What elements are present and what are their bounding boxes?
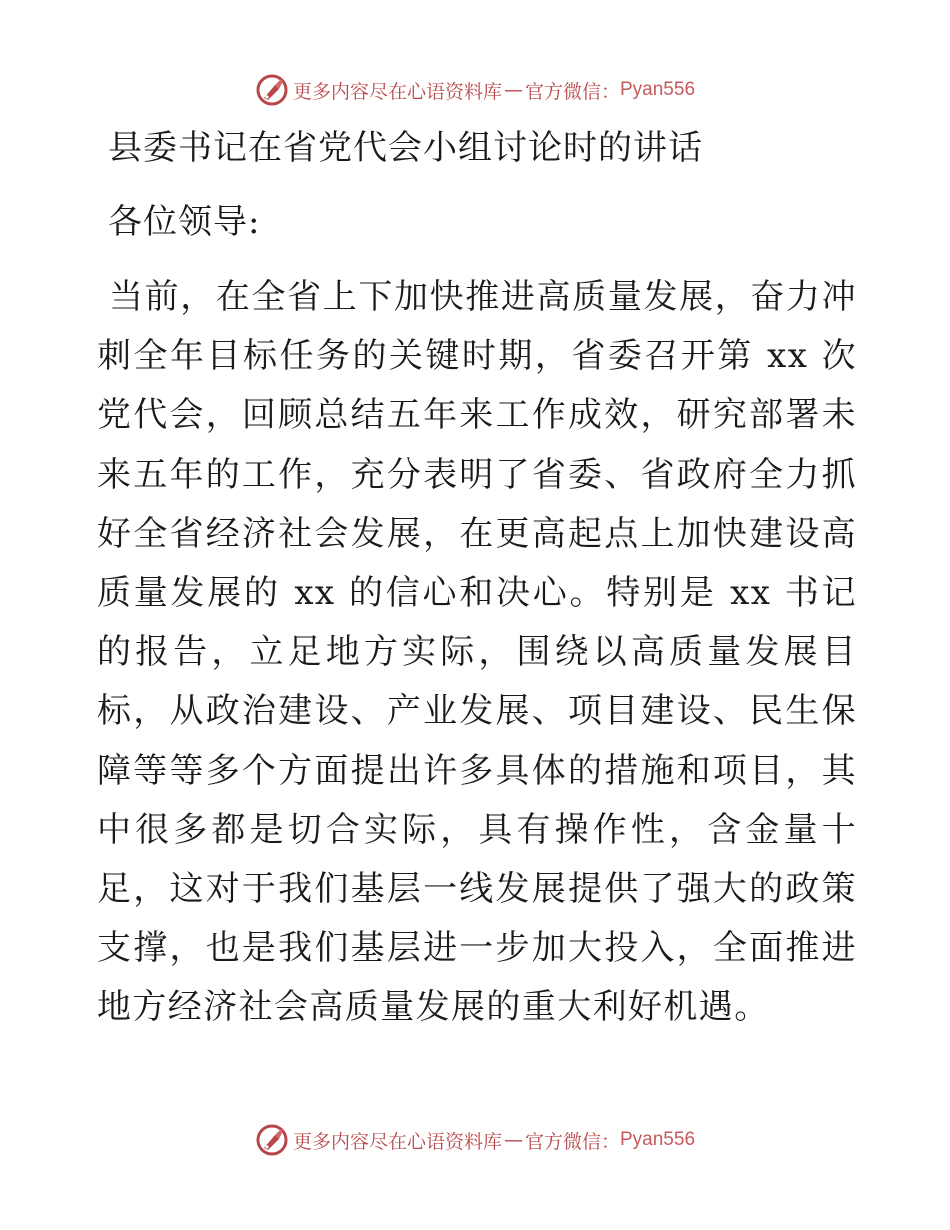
watermark-separator: —	[503, 1129, 523, 1151]
footer-watermark	[0, 1120, 950, 1160]
watermark-main-text: 更多内容尽在心语资料库	[292, 80, 502, 103]
watermark-wechat-label: 官方微信：	[524, 1130, 620, 1153]
header-watermark	[0, 70, 950, 110]
fountain-pen-logo-icon	[255, 73, 289, 107]
document-title: 县委书记在省党代会小组讨论时的讲话	[108, 128, 703, 168]
document-salutation: 各位领导:	[108, 202, 261, 242]
watermark-wechat-label: 官方微信：	[524, 80, 620, 103]
watermark-main-text: 更多内容尽在心语资料库	[292, 1130, 502, 1153]
document-paragraph: 当前，在全省上下加快推进高质量发展，奋力冲刺全年目标任务的关键时期，省委召开第 xx 次党代会，回顾总结五年来工作成效，研究部署未来五年的工作，充分表明了省委、省政府全力抓好全省经济社会发展，在更高起点上加快建设高质量发展的 xx 的信心和决心。特别是 xx 书记的报告，立足地方实际，围绕以高质量发展目标，从政治建设、产业发展、项目建设、民生保障等等多个方面提出许多具体的措施和项目，其中很多都是切合实际，具有操作性，含金量十足，这对于我们基层一线发展提供了强大的政策支撑，也是我们基层进一步加大投入，全面推进地方经济社会高质量发展的重大利好机遇。	[97, 277, 857, 1028]
watermark-wechat-account: Pyan556	[620, 79, 696, 100]
watermark-wechat-account: Pyan556	[620, 1129, 696, 1150]
fountain-pen-logo-icon	[255, 1123, 289, 1157]
watermark-separator: —	[503, 79, 523, 101]
